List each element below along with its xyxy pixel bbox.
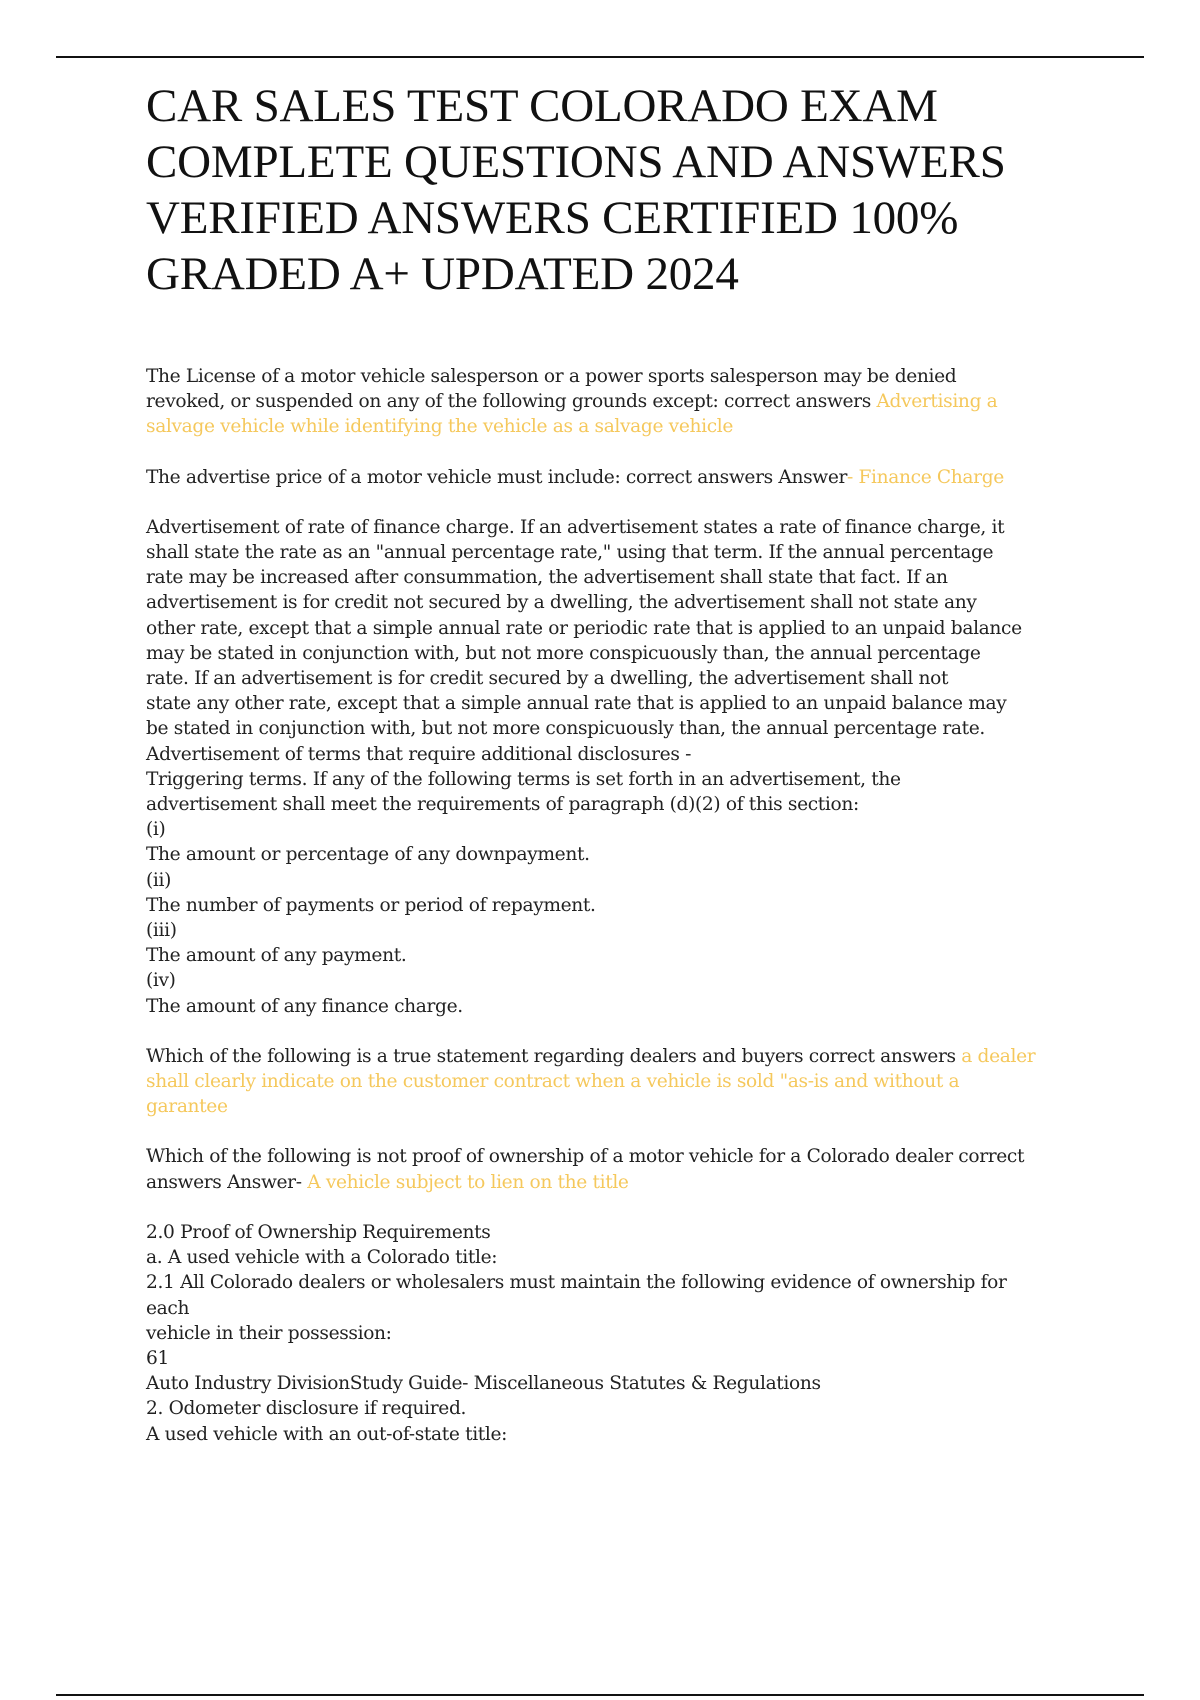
title-line-1: CAR SALES TEST COLORADO EXAM: [146, 80, 938, 132]
finance-line-10: Advertisement of terms that require additional disclosures -: [146, 743, 692, 765]
q3-line-1: [146, 1044, 1096, 1069]
finance-line-7: rate. If an advertisement is for credit secured by a dwelling, the advertisement shall not: [146, 668, 949, 690]
q3-answer-line-2: shall clearly indicate on the customer contract when a vehicle is sold "as-is and without a: [146, 1071, 960, 1093]
q4-answer-text: A vehicle subject to lien on the title: [307, 1171, 629, 1193]
finance-line-19: (iv): [146, 970, 176, 992]
finance-line-13: (i): [146, 819, 166, 841]
q1-answer-continued: salvage vehicle while identifying the vehicle as a salvage vehicle: [146, 416, 734, 438]
question-4: [146, 1144, 1096, 1194]
ownership-line-2: a. A used vehicle with a Colorado title:: [146, 1247, 498, 1269]
finance-line-17: (iii): [146, 920, 177, 942]
ownership-line-4: each: [146, 1297, 190, 1319]
finance-line-18: The amount of any payment.: [146, 945, 407, 967]
top-rule: [56, 56, 1144, 58]
q1-line-1: The License of a motor vehicle salesperson or a power sports salesperson may be denied: [146, 366, 957, 387]
q1-line-2: [146, 389, 1096, 414]
q3-answer-text: a dealer: [961, 1045, 1036, 1067]
page-content: [146, 78, 1096, 1472]
ownership-line-5: vehicle in their possession:: [146, 1322, 392, 1344]
finance-line-14: The amount or percentage of any downpayment.: [146, 844, 590, 866]
q2-line: [146, 465, 1096, 490]
finance-line-1: Advertisement of rate of finance charge. If an advertisement states a rate of finance charge, it: [146, 516, 1005, 538]
finance-line-3: rate may be increased after consummation, the advertisement shall state that fact. If an: [146, 567, 948, 589]
finance-line-5: other rate, except that a simple annual rate or periodic rate that is applied to an unpaid balance: [146, 617, 1022, 639]
q3-question-text: Which of the following is a true statement regarding dealers and buyers correct answers: [146, 1045, 962, 1067]
ownership-line-3: 2.1 All Colorado dealers or wholesalers must maintain the following evidence of ownership for: [146, 1272, 1007, 1294]
question-3: [146, 1044, 1096, 1120]
bottom-rule: [56, 1694, 1144, 1696]
ownership-line-9: A used vehicle with an out-of-state title:: [146, 1423, 508, 1445]
document-title: [146, 78, 1096, 302]
finance-line-15: (ii): [146, 869, 172, 891]
finance-line-9: be stated in conjunction with, but not more conspicuously than, the annual percentage rate.: [146, 718, 985, 740]
q3-answer-line-3: garantee: [146, 1096, 228, 1118]
finance-line-6: may be stated in conjunction with, but not more conspicuously than, the annual percentage: [146, 642, 981, 664]
title-line-4: GRADED A+ UPDATED 2024: [146, 248, 739, 300]
q2-answer-text: - Finance Charge: [847, 466, 1004, 488]
document-body: [146, 364, 1096, 1447]
finance-line-16: The number of payments or period of repayment.: [146, 894, 596, 916]
ownership-line-7: Auto Industry DivisionStudy Guide- Miscellaneous Statutes & Regulations: [146, 1373, 821, 1395]
ownership-requirements: [146, 1220, 1096, 1447]
question-2: [146, 465, 1096, 490]
title-line-2: COMPLETE QUESTIONS AND ANSWERS: [146, 136, 1006, 188]
q4-line-1: Which of the following is not proof of ownership of a motor vehicle for a Colorado dealer correct: [146, 1146, 1025, 1168]
q1-question-text: revoked, or suspended on any of the following grounds except: correct answers: [146, 391, 877, 413]
ownership-line-8: 2. Odometer disclosure if required.: [146, 1398, 467, 1420]
finance-line-4: advertisement is for credit not secured by a dwelling, the advertisement shall not state any: [146, 592, 977, 614]
finance-line-2: shall state the rate as an "annual percentage rate," using that term. If the annual percentage: [146, 542, 994, 564]
q4-question-text: answers Answer-: [146, 1171, 308, 1193]
finance-line-20: The amount of any finance charge.: [146, 995, 463, 1017]
finance-line-12: advertisement shall meet the requirements of paragraph (d)(2) of this section:: [146, 794, 859, 816]
ownership-line-1: 2.0 Proof of Ownership Requirements: [146, 1221, 491, 1243]
q4-line-2: [146, 1170, 1096, 1195]
q2-question-text: The advertise price of a motor vehicle must include: correct answers Answer: [146, 466, 848, 488]
question-1: [146, 364, 1096, 440]
finance-line-11: Triggering terms. If any of the following terms is set forth in an advertisement, the: [146, 768, 901, 790]
finance-line-8: state any other rate, except that a simple annual rate that is applied to an unpaid balance may: [146, 693, 1007, 715]
q1-answer-text: Advertising a: [876, 391, 998, 413]
title-line-3: VERIFIED ANSWERS CERTIFIED 100%: [146, 192, 959, 244]
finance-charge-explanation: [146, 515, 1096, 1019]
ownership-line-6: 61: [146, 1347, 169, 1369]
